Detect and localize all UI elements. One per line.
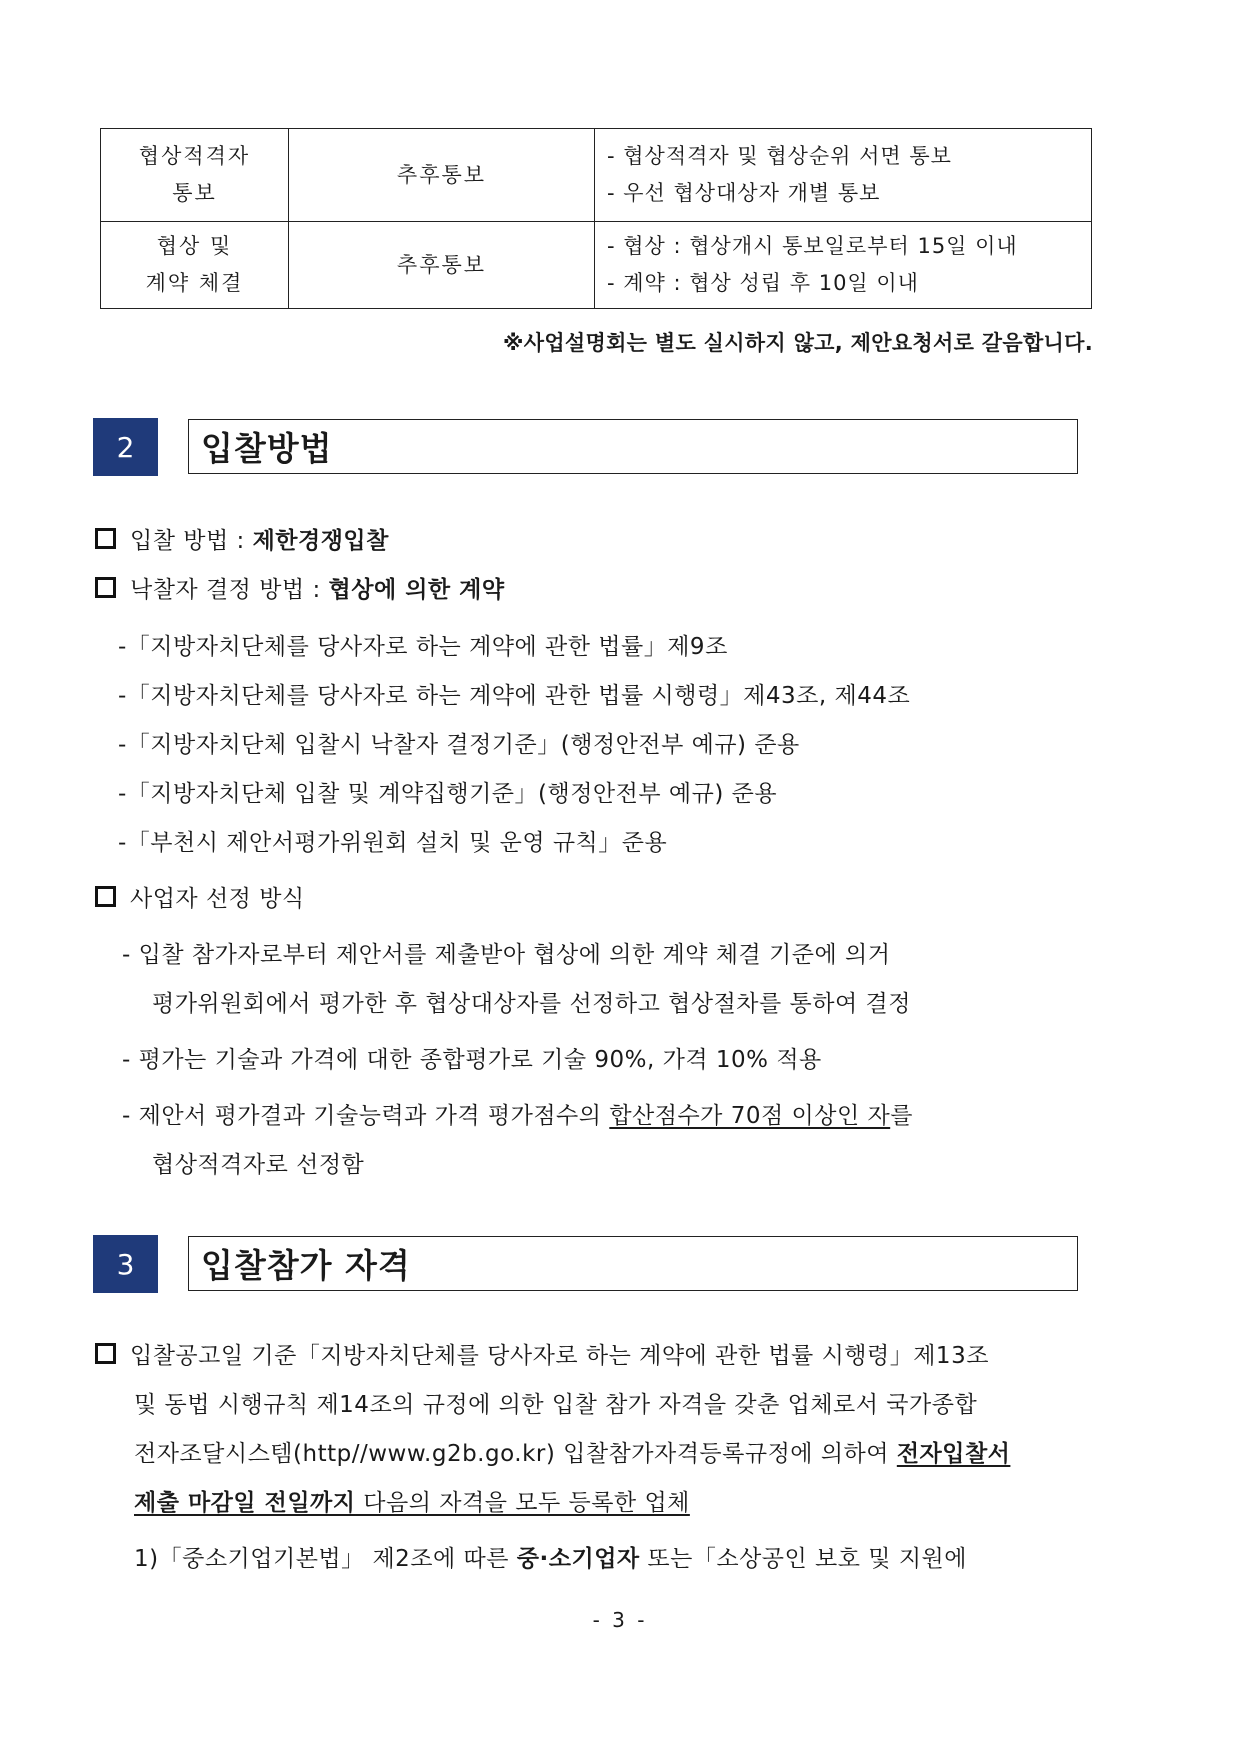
table-note: ※사업설명회는 별도 실시하지 않고, 제안요청서로 갈음합니다.: [503, 331, 1093, 355]
law-item: -「지방자치단체 입찰 및 계약집행기준」(행정안전부 예규) 준용: [118, 781, 778, 807]
selection-item-cont: 평가위원회에서 평가한 후 협상대상자를 선정하고 협상절차를 통하여 결정: [152, 991, 911, 1017]
section-number: 2: [93, 418, 158, 476]
selection-item: - 평가는 기술과 가격에 대한 종합평가로 기술 90%, 가격 10% 적용: [122, 1047, 822, 1073]
section-title: 입찰참가 자격: [188, 1236, 1078, 1291]
law-item: -「지방자치단체 입찰시 낙찰자 결정기준」(행정안전부 예규) 준용: [118, 732, 800, 758]
details-cell: - 협상적격자 및 협상순위 서면 통보 - 우선 협상대상자 개별 통보: [595, 129, 1092, 222]
table-row: [101, 129, 1092, 222]
page-number: - 3 -: [592, 1608, 648, 1632]
stage-cell: 협상 및 계약 체결: [101, 222, 289, 309]
qualification-paragraph-cont: 및 동법 시행규칙 제14조의 규정에 의한 입찰 참가 자격을 갖춘 업체로서 국가종합: [134, 1392, 978, 1418]
checkbox-bullet-icon: [95, 886, 116, 907]
qualification-paragraph-cont: 제출 마감일 전일까지 다음의 자격을 모두 등록한 업체: [134, 1490, 690, 1516]
qualification-item: 1)「중소기업기본법」 제2조에 따른 중·소기업자 또는「소상공인 보호 및 지원에: [134, 1546, 967, 1572]
table-row: [101, 222, 1092, 309]
date-cell: 추후통보: [289, 222, 595, 309]
law-item: -「지방자치단체를 당사자로 하는 계약에 관한 법률 시행령」제43조, 제44조: [118, 683, 911, 709]
award-method-line: 낙찰자 결정 방법 : 협상에 의한 계약: [95, 571, 505, 604]
selection-heading: 사업자 선정 방식: [95, 880, 305, 913]
selection-item: - 제안서 평가결과 기술능력과 가격 평가점수의 합산점수가 70점 이상인 자를: [122, 1103, 913, 1129]
checkbox-bullet-icon: [95, 528, 116, 549]
law-item: -「부천시 제안서평가위원회 설치 및 운영 규칙」준용: [118, 830, 668, 856]
selection-item: - 입찰 참가자로부터 제안서를 제출받아 협상에 의한 계약 체결 기준에 의거: [122, 942, 891, 968]
selection-item-cont: 협상적격자로 선정함: [152, 1152, 365, 1178]
law-item: -「지방자치단체를 당사자로 하는 계약에 관한 법률」제9조: [118, 634, 728, 660]
date-cell: 추후통보: [289, 129, 595, 222]
checkbox-bullet-icon: [95, 577, 116, 598]
schedule-table: [100, 128, 1092, 309]
qualification-paragraph-cont: 전자조달시스템(http//www.g2b.go.kr) 입찰참가자격등록규정에 의하여 전자입찰서: [134, 1441, 1011, 1467]
checkbox-bullet-icon: [95, 1343, 116, 1364]
qualification-paragraph: 입찰공고일 기준「지방자치단체를 당사자로 하는 계약에 관한 법률 시행령」제13조: [95, 1337, 989, 1370]
bid-method-line: 입찰 방법 : 제한경쟁입찰: [95, 522, 389, 555]
section-number: 3: [93, 1235, 158, 1293]
section-title: 입찰방법: [188, 419, 1078, 474]
details-cell: - 협상 : 협상개시 통보일로부터 15일 이내 - 계약 : 협상 성립 후 10일 이내: [595, 222, 1092, 309]
stage-cell: 협상적격자 통보: [101, 129, 289, 222]
